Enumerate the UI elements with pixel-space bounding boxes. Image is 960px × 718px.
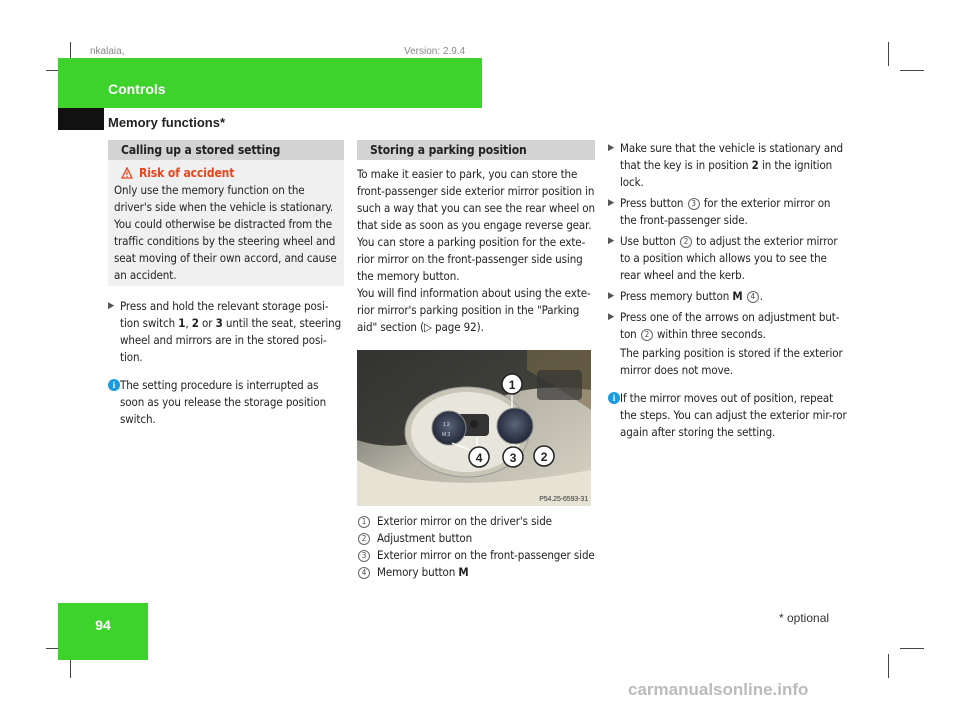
door-control-photo [357, 350, 591, 506]
step-item: ▶ Press one of the arrows on adjustment but-ton 2 within three seconds. [608, 310, 840, 341]
left-column [108, 140, 344, 428]
legend-item: 3 Exterior mirror on the front-passenger side [357, 547, 595, 564]
arrow-icon: ▶ [108, 301, 115, 311]
section-heading: Calling up a stored setting [108, 140, 344, 160]
right-column [608, 140, 848, 441]
svg-text:M 3: M 3 [442, 432, 451, 438]
footnote: * optional [779, 611, 830, 625]
legend-item: 2 Adjustment button [357, 530, 595, 547]
section-title: Controls [108, 81, 166, 97]
legend-item: 4 Memory button M [357, 564, 595, 581]
middle-column [357, 140, 595, 581]
svg-text:1 2: 1 2 [443, 422, 450, 428]
step-item: ▶ Use button 2 to adjust the exterior mirror to a position which allows you to see the rear wheel and the kerb. [608, 234, 838, 282]
print-meta-left: nkalaia, [90, 46, 125, 57]
crop-mark [888, 42, 889, 66]
legend-list [357, 513, 595, 581]
info-icon: i [108, 379, 120, 391]
section-heading: Storing a parking position [357, 140, 595, 160]
arrow-icon: ▶ [608, 198, 615, 208]
paragraph: To make it easier to park, you can store the front-passenger side exterior mirror position in such a way that you can see the rear wheel on that side as soon as you engage reverse gear. [357, 167, 595, 232]
paragraph: You will find information about using the exte-rior mirror's parking position in the "Parking aid" section (▷ page 92). [357, 286, 591, 334]
page-number: 94 [95, 617, 111, 633]
arrow-icon: ▶ [608, 236, 615, 246]
info-icon: i [608, 392, 620, 404]
crop-mark [900, 648, 924, 649]
print-meta-right: Version: 2.9.4 [404, 46, 466, 57]
callout-1: 1 [508, 378, 516, 392]
step-item: ▶ Press memory button M 4 . [608, 289, 763, 303]
arrow-icon: ▶ [608, 143, 615, 153]
photo-code: P54.25-6593-31 [539, 496, 588, 503]
page-tab-marker [58, 108, 104, 130]
watermark: carmanualsonline.info [628, 680, 809, 699]
step-item: ▶ Make sure that the vehicle is stationary and that the key is in position 2 in the ignition lock. [608, 141, 844, 189]
warning-box [108, 160, 344, 286]
callout-4: 4 [475, 451, 483, 465]
crop-mark [900, 70, 924, 71]
callout-2: 2 [540, 450, 548, 464]
crop-mark [888, 654, 889, 678]
callout-3: 3 [509, 451, 517, 465]
page-subtitle: Memory functions* [108, 115, 226, 130]
paragraph: You can store a parking position for the exte-rior mirror on the front-passenger side using the memory button. [357, 235, 586, 283]
arrow-icon: ▶ [608, 291, 615, 301]
info-note: i If the mirror moves out of position, repeat the steps. You can adjust the exterior mir-ror again after storing the setting. [608, 390, 848, 441]
arrow-icon: ▶ [608, 312, 615, 322]
warning-triangle-icon [121, 167, 133, 179]
page-number-box [58, 603, 148, 660]
step-note: The parking position is stored if the exterior mirror does not move. [620, 346, 843, 377]
info-note: i The setting procedure is interrupted as soon as you release the storage position switch. [108, 377, 344, 428]
warning-title: Risk of accident [114, 165, 338, 182]
warning-text: Only use the memory function on the driver's side when the vehicle is stationary. You could otherwise be distracted from the traffic conditions by the steering wheel and seat moving of their own accord, and cause an accident. [114, 183, 337, 282]
step-item: ▶ Press and hold the relevant storage posi-tion switch 1, 2 or 3 until the seat, steering wheel and mirrors are in the stored posi-tion. [108, 299, 342, 364]
legend-item: 1 Exterior mirror on the driver's side [357, 513, 595, 530]
step-item: ▶ Press button 3 for the exterior mirror on the front-passenger side. [608, 196, 831, 227]
